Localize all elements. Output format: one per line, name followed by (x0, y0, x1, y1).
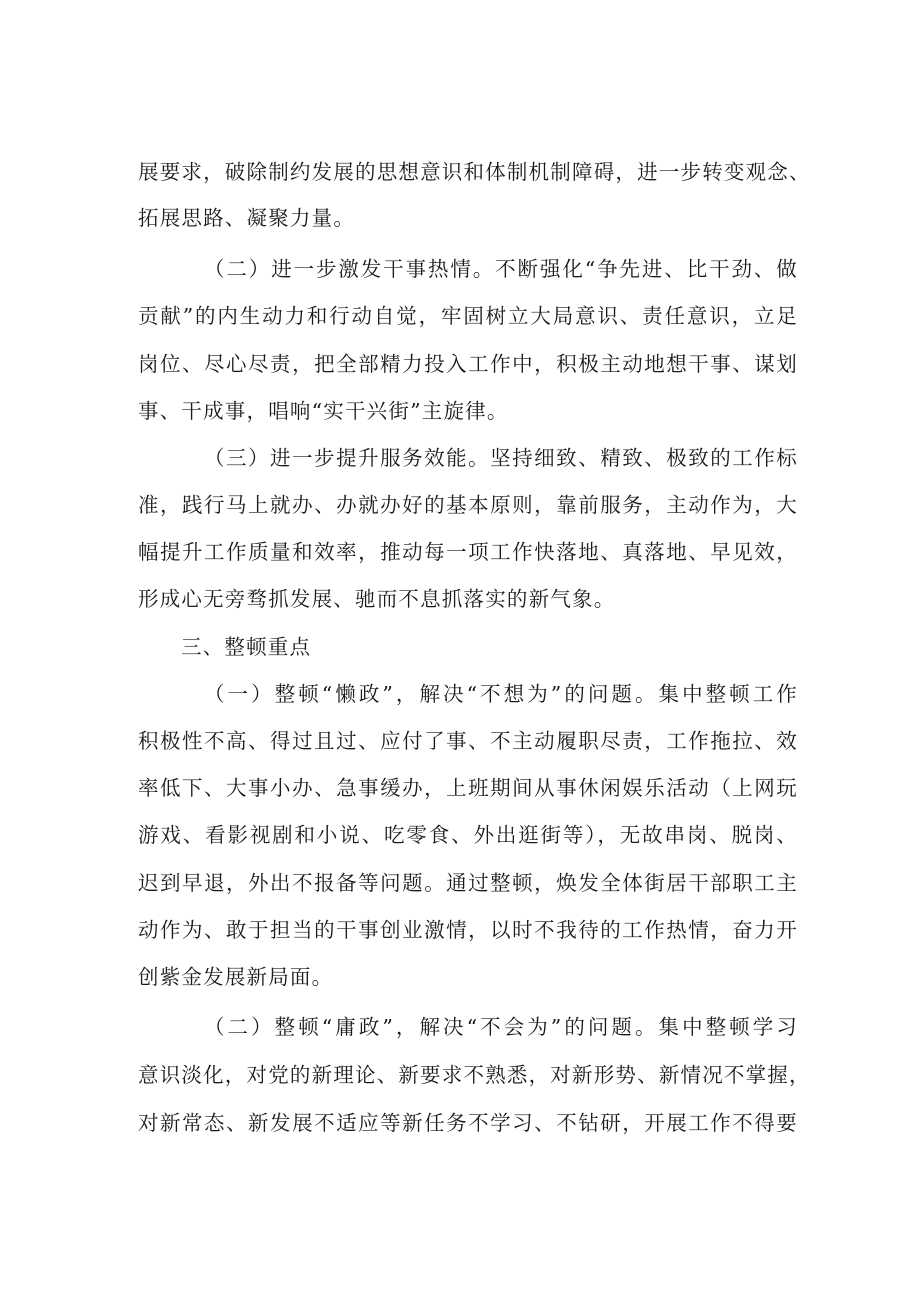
paragraph-line: 意识淡化，对党的新理论、新要求不熟悉，对新形势、新情况不掌握， (138, 1063, 811, 1087)
paragraph-line: 形成心无旁骛抓发展、驰而不息抓落实的新气象。 (138, 587, 616, 611)
paragraph-line: 拓展思路、凝聚力量。 (138, 206, 355, 230)
paragraph-line: 游戏、看影视剧和小说、吃零食、外出逛街等），无故串岗、脱岗、 (138, 823, 798, 847)
paragraph-line: 事、干成事，唱响“实干兴街”主旋律。 (138, 399, 509, 423)
paragraph-line: 迟到早退，外出不报备等问题。通过整顿，焕发全体街居干部职工主 (138, 871, 798, 895)
section-heading: 三、整顿重点 (181, 635, 312, 659)
paragraph-line: 率低下、大事小办、急事缓办，上班期间从事休闲娱乐活动（上网玩 (138, 776, 798, 800)
paragraph-line: （二）进一步激发干事热情。不断强化“争先进、比干劲、做 (204, 257, 798, 281)
paragraph-line: （一）整顿“懒政”，解决“不想为”的问题。集中整顿工作 (204, 682, 798, 706)
paragraph-line: 创紫金发展新局面。 (138, 965, 334, 989)
paragraph-line: 岗位、尽心尽责，把全部精力投入工作中，积极主动地想干事、谋划 (138, 352, 798, 376)
paragraph-line: 对新常态、新发展不适应等新任务不学习、不钻研，开展工作不得要 (138, 1111, 798, 1135)
paragraph-line: 展要求，破除制约发展的思想意识和体制机制障碍，进一步转变观念、 (138, 160, 811, 184)
paragraph-line: 贡献”的内生动力和行动自觉，牢固树立大局意识、责任意识，立足 (138, 304, 798, 328)
paragraph-line: （二）整顿“庸政”，解决“不会为”的问题。集中整顿学习 (204, 1015, 798, 1039)
paragraph-line: 准，践行马上就办、办就办好的基本原则，靠前服务，主动作为，大 (138, 493, 798, 517)
paragraph-line: 动作为、敢于担当的干事创业激情，以时不我待的工作热情，奋力开 (138, 918, 798, 942)
paragraph-line: 积极性不高、得过且过、应付了事、不主动履职尽责，工作拖拉、效 (138, 729, 798, 753)
paragraph-line: （三）进一步提升服务效能。坚持细致、精致、极致的工作标 (204, 446, 798, 470)
paragraph-line: 幅提升工作质量和效率，推动每一项工作快落地、真落地、早见效， (138, 540, 798, 564)
